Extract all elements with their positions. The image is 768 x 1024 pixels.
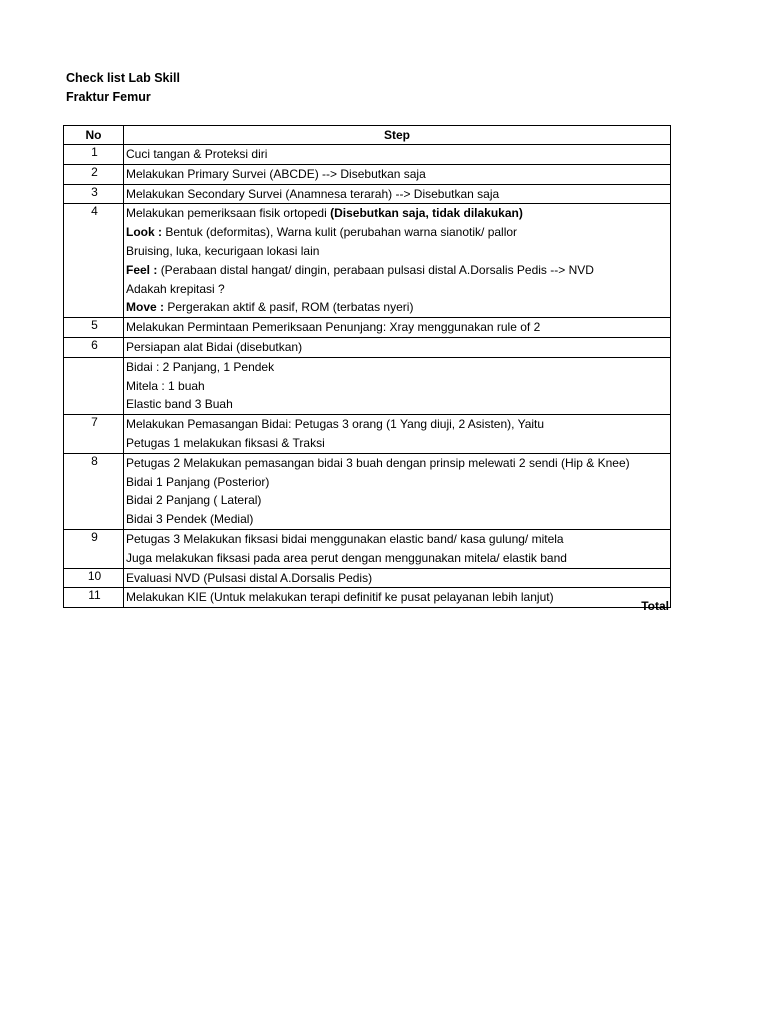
step-line-text: Bidai 2 Panjang ( Lateral) [126, 493, 262, 508]
step-line-text: Pergerakan aktif & pasif, ROM (terbatas nyeri) [167, 300, 414, 315]
step-description-cell [124, 415, 671, 454]
step-line-text: Bidai 3 Pendek (Medial) [126, 512, 254, 527]
step-number-cell [64, 204, 124, 318]
step-line-emphasis: (Disebutkan saja, tidak dilakukan) [330, 206, 523, 221]
step-line-text: (Perabaan distal hangat/ dingin, perabaan pulsasi distal A.Dorsalis Pedis --> NVD [160, 262, 594, 277]
step-number-cell [64, 164, 124, 184]
step-description-cell [124, 337, 671, 357]
step-description-cell [124, 184, 671, 204]
column-header-step: Step [124, 126, 671, 145]
step-line [126, 318, 670, 337]
step-number-cell [64, 145, 124, 165]
step-number-cell [64, 318, 124, 338]
step-line [126, 280, 670, 299]
step-description-cell [124, 145, 671, 165]
table-header-row [64, 126, 671, 145]
step-line [126, 298, 670, 317]
step-line [126, 395, 670, 414]
step-description-cell [124, 588, 671, 608]
step-number-cell [64, 529, 124, 568]
step-number: 1 [91, 145, 98, 159]
step-number-cell [64, 184, 124, 204]
step-line [126, 242, 670, 261]
step-line-label: Move : [126, 300, 168, 315]
step-line [126, 358, 670, 377]
table-row [64, 318, 671, 338]
step-line [126, 338, 670, 357]
step-line [126, 261, 670, 280]
step-number: 7 [91, 415, 98, 430]
step-line-text: Petugas 1 melakukan fiksasi & Traksi [126, 435, 325, 450]
checklist-table [63, 125, 671, 608]
table-row [64, 145, 671, 165]
step-line-text: Melakukan pemeriksaan fisik ortopedi [126, 206, 331, 221]
total-label: Total [641, 599, 669, 613]
step-line [126, 510, 670, 529]
step-line-text: Bruising, luka, kecurigaan lokasi lain [126, 243, 320, 258]
step-line-text: Adakah krepitasi ? [126, 281, 225, 296]
step-line [126, 569, 670, 588]
checklist-rows [64, 145, 671, 608]
column-header-no: No [64, 126, 124, 145]
step-description-cell [124, 529, 671, 568]
step-line-text: Melakukan Primary Survei (ABCDE) --> Disebutkan saja [126, 166, 426, 181]
step-line-text: Elastic band 3 Buah [126, 397, 233, 412]
step-number-cell [64, 357, 124, 414]
table-row [64, 529, 671, 568]
document-subtitle: Fraktur Femur [66, 90, 151, 104]
step-description-cell [124, 318, 671, 338]
table-row [64, 164, 671, 184]
step-line-text: Cuci tangan & Proteksi diri [126, 147, 268, 161]
step-description-cell [124, 453, 671, 529]
step-line [126, 434, 670, 453]
step-number: 11 [88, 588, 101, 603]
table-row [64, 184, 671, 204]
step-line [126, 473, 670, 492]
table-row [64, 453, 671, 529]
step-line-text: Melakukan Pemasangan Bidai: Petugas 3 orang (1 Yang diuji, 2 Asisten), Yaitu [126, 417, 545, 432]
step-number: 8 [91, 453, 98, 468]
step-line-text: Persiapan alat Bidai (disebutkan) [126, 339, 303, 354]
step-line-label: Look : [126, 225, 166, 240]
table-row [64, 357, 671, 414]
table-row [64, 204, 671, 318]
step-line-text: Juga melakukan fiksasi pada area perut dengan menggunakan mitela/ elastik band [126, 550, 567, 565]
step-line-text: Petugas 2 Melakukan pemasangan bidai 3 buah dengan prinsip melewati 2 sendi (Hip & Knee) [126, 455, 630, 470]
step-number: 9 [91, 529, 98, 544]
step-number: 4 [91, 204, 98, 219]
table-row [64, 588, 671, 608]
step-number: 6 [91, 337, 98, 352]
step-number [66, 358, 123, 375]
table-row [64, 337, 671, 357]
step-line [126, 165, 670, 184]
step-line-text: Bentuk (deformitas), Warna kulit (perubahan warna sianotik/ pallor [165, 225, 518, 240]
step-line [126, 530, 670, 549]
step-line [126, 549, 670, 568]
step-line-text: Melakukan Secondary Survei (Anamnesa terarah) --> Disebutkan saja [126, 186, 500, 201]
document-title: Check list Lab Skill [66, 71, 180, 85]
step-number-cell [64, 415, 124, 454]
step-line [126, 377, 670, 396]
step-line-text: Mitela : 1 buah [126, 378, 205, 393]
step-number: 3 [91, 184, 98, 199]
step-line-text: Melakukan Permintaan Pemeriksaan Penunjang: Xray menggunakan rule of 2 [126, 320, 541, 335]
step-line [126, 185, 670, 204]
table-row [64, 568, 671, 588]
step-description-cell [124, 357, 671, 414]
step-line [126, 454, 670, 473]
step-line [126, 588, 670, 607]
step-number: 5 [91, 318, 98, 333]
step-description-cell [124, 568, 671, 588]
step-line-text: Bidai : 2 Panjang, 1 Pendek [126, 359, 275, 374]
step-number-cell [64, 568, 124, 588]
step-number: 10 [87, 568, 102, 583]
step-line-text: Petugas 3 Melakukan fiksasi bidai menggunakan elastic band/ kasa gulung/ mitela [126, 531, 564, 546]
step-number: 2 [91, 164, 98, 179]
step-line-text: Bidai 1 Panjang (Posterior) [126, 474, 270, 489]
step-number-cell [64, 337, 124, 357]
step-description-cell [124, 164, 671, 184]
step-number-cell [64, 588, 124, 608]
step-line [126, 223, 670, 242]
table-row [64, 415, 671, 454]
step-line [126, 145, 670, 164]
step-number-cell [64, 453, 124, 529]
step-line [126, 415, 670, 434]
step-line [126, 204, 670, 223]
step-description-cell [124, 204, 671, 318]
step-line [126, 491, 670, 510]
step-line-text: Evaluasi NVD (Pulsasi distal A.Dorsalis Pedis) [126, 570, 373, 585]
step-line-label: Feel : [126, 262, 161, 277]
step-line-text: Melakukan KIE (Untuk melakukan terapi definitif ke pusat pelayanan lebih lanjut) [126, 590, 554, 605]
